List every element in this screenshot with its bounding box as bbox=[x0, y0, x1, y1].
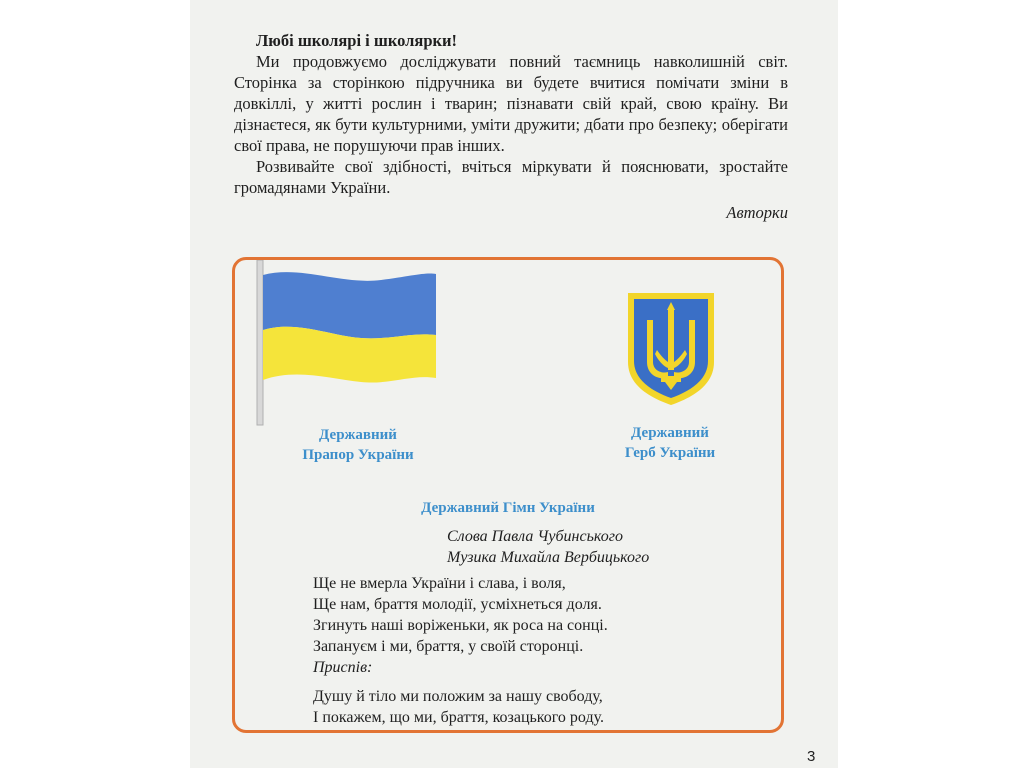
anthem-verse bbox=[313, 573, 608, 657]
words-credit: Слова Павла Чубинського bbox=[447, 528, 623, 545]
intro-section bbox=[234, 30, 788, 223]
anthem-title: Державний Гімн України bbox=[421, 500, 595, 516]
state-symbols-frame bbox=[232, 257, 784, 733]
textbook-page bbox=[190, 0, 838, 768]
coat-of-arms-icon bbox=[625, 290, 717, 408]
music-credit: Музика Михайла Вербицького bbox=[447, 549, 650, 566]
intro-paragraph-1: Ми продовжуємо досліджувати повний таємниць навколишній світ. Сторінка за сторінкою підручника ви будете вчитися помічати зміни в довкіллі, у житті рослин і тварин; пізнавати свій край, свою країну. Ви дізнаєтеся, як бути культурними, уміти дружити; дбати про безпеку; оберігати свої права, не порушуючи прав інших. bbox=[234, 52, 788, 155]
verse-line: Ще нам, браття молодії, усміхнеться доля. bbox=[313, 596, 602, 613]
chorus-line: Душу й тіло ми положим за нашу свободу, bbox=[313, 688, 603, 705]
chorus-line: І покажем, що ми, браття, козацького роду. bbox=[313, 709, 605, 726]
flag-caption-line-2: Прапор України bbox=[302, 447, 414, 463]
anthem-credits bbox=[447, 526, 649, 568]
arms-caption bbox=[595, 423, 745, 463]
verse-line: Згинуть наші воріженьки, як роса на сонці. bbox=[313, 617, 608, 634]
verse-line: Запануєм і ми, браття, у своїй сторонці. bbox=[313, 638, 584, 655]
page-number: 3 bbox=[807, 748, 816, 765]
chorus-label: Приспів: bbox=[313, 659, 373, 676]
arms-caption-line-2: Герб України bbox=[624, 445, 716, 461]
intro-title: Любі школярі і школярки! bbox=[256, 31, 458, 50]
intro-paragraph-2: Розвивайте свої здібності, вчіться міркувати й пояснювати, зростайте громадянами України. bbox=[234, 157, 788, 197]
flag-caption-line-1: Державний bbox=[319, 427, 397, 443]
signature: Авторки bbox=[726, 203, 788, 222]
anthem-chorus bbox=[313, 686, 604, 728]
arms-caption-line-1: Державний bbox=[631, 425, 709, 441]
flag-caption bbox=[263, 425, 453, 465]
verse-line: Ще не вмерла України і слава, і воля, bbox=[313, 575, 566, 592]
ukraine-flag-icon bbox=[251, 260, 461, 440]
